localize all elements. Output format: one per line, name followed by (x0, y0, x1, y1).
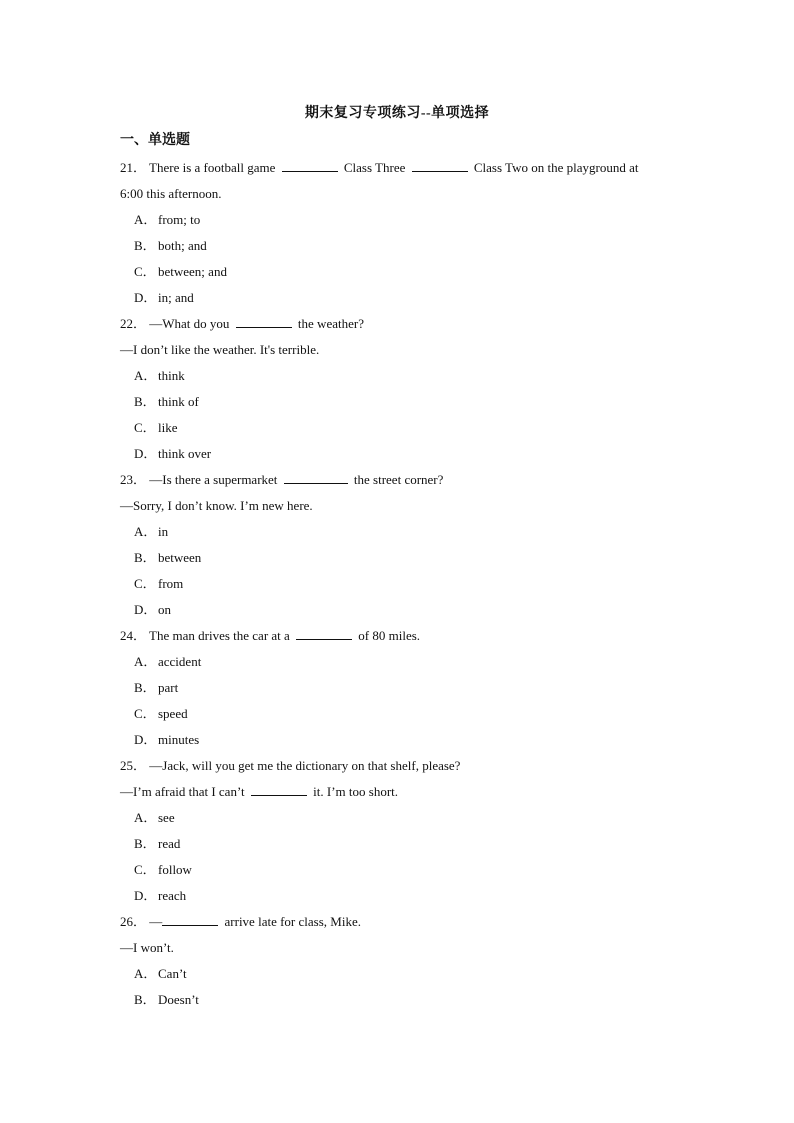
question-text: the weather? (297, 316, 364, 331)
option-letter: A． (134, 810, 157, 825)
option-text: from (158, 576, 184, 591)
option-b (120, 389, 680, 415)
section-heading: 一、单选题 (120, 133, 190, 148)
question-text: — (149, 914, 163, 929)
option-letter: B． (134, 394, 156, 409)
option-text: read (158, 836, 181, 851)
option-c (120, 415, 680, 441)
option-letter: D． (134, 602, 157, 617)
question-text: There is a football game (149, 160, 276, 175)
reply-line: —I don’t like the weather. It's terrible. (120, 342, 320, 357)
question-26 (120, 909, 680, 935)
option-c (120, 857, 680, 883)
question-23 (120, 467, 680, 493)
option-letter: C． (134, 576, 156, 591)
question-22 (120, 311, 680, 337)
option-letter: C． (134, 264, 156, 279)
option-text: part (158, 680, 179, 695)
option-text: between; and (158, 264, 227, 279)
question-text: —Jack, will you get me the dictionary on that shelf, please? (149, 758, 461, 773)
option-text: think over (158, 446, 212, 461)
option-text: see (158, 810, 175, 825)
option-text: like (158, 420, 178, 435)
option-letter: C． (134, 862, 156, 877)
option-text: minutes (158, 732, 200, 747)
answer-blank (251, 783, 307, 796)
option-text: follow (158, 862, 192, 877)
option-text: accident (158, 654, 202, 669)
question-number: 25． (120, 758, 147, 773)
answer-blank (162, 913, 218, 926)
question-number: 22． (120, 316, 147, 331)
option-text: think (158, 368, 185, 383)
option-c (120, 571, 680, 597)
option-letter: C． (134, 706, 156, 721)
option-letter: A． (134, 524, 157, 539)
option-a (120, 961, 680, 987)
option-text: between (158, 550, 202, 565)
question-text: arrive late for class, Mike. (224, 914, 361, 929)
question-text: Class Two on the playground at (473, 160, 639, 175)
option-c (120, 701, 680, 727)
option-text: from; to (158, 212, 201, 227)
answer-blank (284, 471, 348, 484)
page-title: 期末复习专项练习--单项选择 (304, 106, 490, 121)
option-d (120, 441, 680, 467)
question-number: 21． (120, 160, 147, 175)
option-text: in (158, 524, 169, 539)
option-b (120, 545, 680, 571)
question-text: Class Three (343, 160, 406, 175)
question-text: —Is there a supermarket (149, 472, 278, 487)
question-21 (120, 155, 680, 181)
option-b (120, 233, 680, 259)
option-letter: D． (134, 732, 157, 747)
option-text: both; and (158, 238, 207, 253)
option-letter: B． (134, 238, 156, 253)
option-a (120, 649, 680, 675)
option-text: Doesn’t (158, 992, 199, 1007)
question-text: the street corner? (353, 472, 444, 487)
option-a (120, 805, 680, 831)
option-letter: C． (134, 420, 156, 435)
question-number: 23． (120, 472, 147, 487)
question-text: —What do you (149, 316, 230, 331)
answer-blank (282, 159, 338, 172)
option-letter: B． (134, 680, 156, 695)
option-letter: B． (134, 836, 156, 851)
question-number: 26． (120, 914, 147, 929)
answer-blank (296, 627, 352, 640)
option-text: speed (158, 706, 188, 721)
reply-text: —I’m afraid that I can’t (120, 784, 245, 799)
option-text: reach (158, 888, 187, 903)
answer-blank (412, 159, 468, 172)
option-b (120, 831, 680, 857)
question-text-continued: 6:00 this afternoon. (120, 186, 222, 201)
question-text: of 80 miles. (358, 628, 421, 643)
option-d (120, 727, 680, 753)
option-text: on (158, 602, 171, 617)
question-text: The man drives the car at a (149, 628, 290, 643)
option-letter: A． (134, 212, 157, 227)
reply-text: it. I’m too short. (313, 784, 399, 799)
question-24 (120, 623, 680, 649)
option-a (120, 207, 680, 233)
reply-line: —I won’t. (120, 940, 174, 955)
option-text: in; and (158, 290, 194, 305)
option-b (120, 675, 680, 701)
option-b (120, 987, 680, 1013)
answer-blank (236, 315, 292, 328)
option-d (120, 883, 680, 909)
option-text: Can’t (158, 966, 187, 981)
question-25 (120, 753, 680, 779)
question-list (120, 155, 680, 1013)
option-letter: A． (134, 654, 157, 669)
option-a (120, 519, 680, 545)
option-letter: D． (134, 290, 157, 305)
question-number: 24． (120, 628, 147, 643)
option-a (120, 363, 680, 389)
option-letter: B． (134, 550, 156, 565)
reply-line: —Sorry, I don’t know. I’m new here. (120, 498, 313, 513)
option-d (120, 285, 680, 311)
option-letter: B． (134, 992, 156, 1007)
option-letter: D． (134, 446, 157, 461)
option-d (120, 597, 680, 623)
option-text: think of (158, 394, 199, 409)
option-letter: A． (134, 966, 157, 981)
option-letter: A． (134, 368, 157, 383)
option-letter: D． (134, 888, 157, 903)
reply-line (120, 779, 680, 805)
option-c (120, 259, 680, 285)
